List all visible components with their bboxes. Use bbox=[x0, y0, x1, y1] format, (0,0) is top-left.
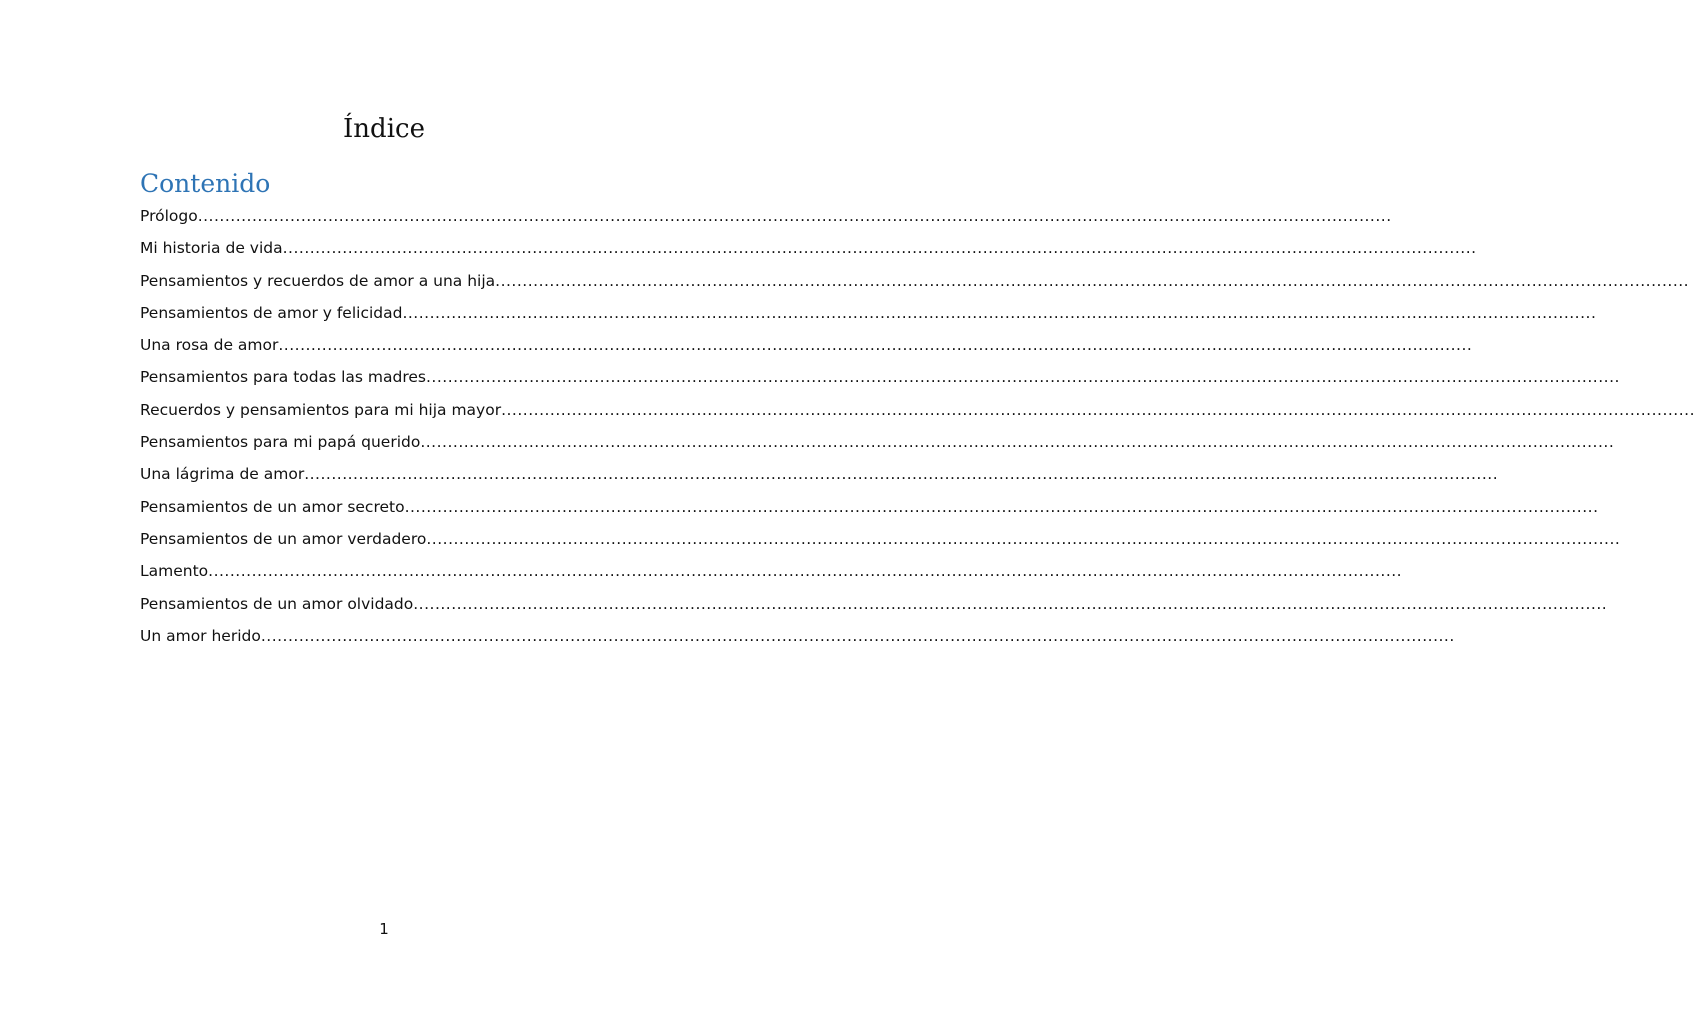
toc-list bbox=[140, 204, 1695, 656]
toc-dot-leader: ............................................................................................................................................................................................................................ bbox=[426, 529, 1621, 548]
toc-entry-recuerdos-hija[interactable] bbox=[140, 269, 1690, 301]
toc-entry-papa-querido[interactable] bbox=[140, 430, 1615, 462]
toc-dot-leader: ............................................................................................................................................................................................................................ bbox=[404, 497, 1599, 516]
toc-dot-leader: ............................................................................................................................................................................................................................ bbox=[402, 303, 1597, 322]
toc-entry-label: Una lágrima de amor bbox=[140, 465, 305, 484]
toc-dot-leader: ............................................................................................................................................................................................................................ bbox=[260, 626, 1455, 645]
toc-entry-amor-herido[interactable] bbox=[140, 624, 1455, 656]
toc-entry-label: Lamento bbox=[140, 562, 209, 581]
toc-entry-lagrima-de-amor[interactable] bbox=[140, 462, 1499, 494]
toc-dot-leader: ............................................................................................................................................................................................................................ bbox=[282, 239, 1477, 258]
toc-entry-label: Pensamientos y recuerdos de amor a una hija bbox=[140, 271, 496, 290]
toc-entry-label: Pensamientos para todas las madres bbox=[140, 368, 426, 387]
toc-entry-amor-secreto[interactable] bbox=[140, 495, 1599, 527]
page-number: 1 bbox=[379, 920, 389, 938]
toc-dot-leader: ............................................................................................................................................................................................................................ bbox=[413, 594, 1608, 613]
toc-dot-leader: ............................................................................................................................................................................................................................ bbox=[197, 207, 1392, 225]
toc-entry-label: Pensamientos para mi papá querido bbox=[140, 433, 421, 452]
toc-entry-rosa-de-amor[interactable] bbox=[140, 333, 1473, 365]
toc-entry-todas-las-madres[interactable] bbox=[140, 365, 1620, 397]
toc-entry-label: Pensamientos de un amor secreto bbox=[140, 497, 405, 516]
toc-dot-leader: ............................................................................................................................................................................................................................ bbox=[501, 400, 1695, 419]
toc-entry-label: Pensamientos de un amor olvidado bbox=[140, 594, 414, 613]
toc-dot-leader: ............................................................................................................................................................................................................................ bbox=[425, 368, 1620, 387]
toc-entry-prologo[interactable] bbox=[140, 204, 1392, 236]
toc-heading: Contenido bbox=[140, 169, 271, 198]
toc-entry-label: Pensamientos de amor y felicidad bbox=[140, 303, 403, 322]
toc-dot-leader: ............................................................................................................................................................................................................................ bbox=[420, 433, 1615, 452]
toc-entry-label: Mi historia de vida bbox=[140, 239, 283, 258]
toc-entry-lamento[interactable] bbox=[140, 559, 1403, 591]
toc-entry-label: Pensamientos de un amor verdadero bbox=[140, 529, 427, 548]
toc-dot-leader: ............................................................................................................................................................................................................................ bbox=[495, 271, 1690, 290]
toc-entry-amor-olvidado[interactable] bbox=[140, 592, 1608, 624]
toc-entry-label: Un amor herido bbox=[140, 626, 261, 645]
toc-entry-amor-y-felicidad[interactable] bbox=[140, 301, 1597, 333]
toc-entry-hija-mayor[interactable] bbox=[140, 398, 1695, 430]
toc-entry-amor-verdadero[interactable] bbox=[140, 527, 1621, 559]
toc-entry-label: Prólogo bbox=[140, 207, 198, 225]
toc-dot-leader: ............................................................................................................................................................................................................................ bbox=[278, 336, 1473, 355]
toc-dot-leader: ............................................................................................................................................................................................................................ bbox=[304, 465, 1499, 484]
document-title: Índice bbox=[343, 114, 425, 144]
toc-entry-label: Una rosa de amor bbox=[140, 336, 279, 355]
toc-dot-leader: ............................................................................................................................................................................................................................ bbox=[208, 562, 1403, 581]
toc-entry-mi-historia-de-vida[interactable] bbox=[140, 236, 1477, 268]
toc-entry-label: Recuerdos y pensamientos para mi hija mayor bbox=[140, 400, 502, 419]
